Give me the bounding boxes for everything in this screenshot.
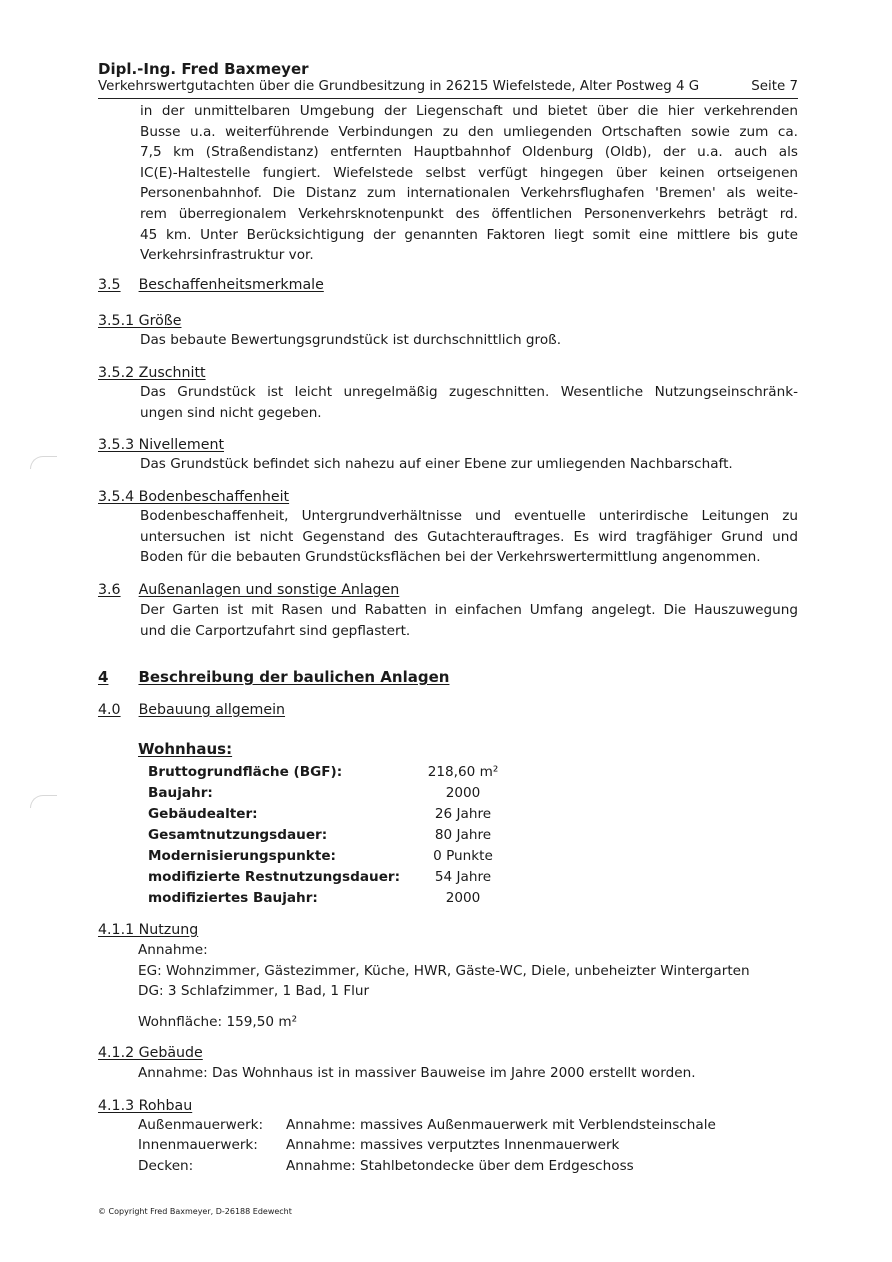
table-row-label: Außenmauerwerk: (138, 1117, 264, 1133)
paragraph-4-1-2 (138, 1063, 696, 1084)
text-line: ungen sind nicht gegeben. (140, 404, 322, 421)
text-line: Der Garten ist mit Rasen und Rabatten in einfachen Umfang angelegt. Die Hauszuwegung (140, 602, 798, 618)
text-line: Das bebaute Bewertungsgrundstück ist durchschnittlich groß. (140, 332, 562, 348)
section-heading-4-1-2: 4.1.2 Gebäude (98, 1045, 203, 1061)
text-line: rem überregionalem Verkehrsknotenpunkt des öffentlichen Personenverkehrs beträgt rd. (140, 205, 798, 222)
section-heading-3-5-3: 3.5.3 Nivellement (98, 437, 225, 453)
table-row-value: Annahme: massives Außenmauerwerk mit Verblendsteinschale (286, 1117, 716, 1133)
text-line: 45 km. Unter Berücksichtigung der genannten Faktoren liegt somit eine mittlere bis gute (140, 226, 798, 243)
table-row-value: Annahme: massives verputztes Innenmauerwerk (286, 1137, 620, 1153)
text-line: 7,5 km (Straßendistanz) entfernten Hauptbahnhof Oldenburg (Oldb), der u.a. auch als (140, 144, 798, 161)
section-heading-3-5-1: 3.5.1 Größe (98, 313, 182, 329)
table-row-label: Gesamtnutzungsdauer: (148, 827, 328, 843)
text-line: in der unmittelbaren Umgebung der Liegenschaft und bietet über die hier verkehrenden (140, 103, 798, 119)
chapter-heading-4: 4 Beschreibung der baulichen Anlagen (98, 668, 450, 686)
table-row-label: Gebäudealter: (148, 806, 258, 822)
footer-copyright: © Copyright Fred Baxmeyer, D-26188 Edewecht (98, 1207, 292, 1216)
paragraph-3-5-3 (140, 454, 733, 475)
section-heading-4-1-3: 4.1.3 Rohbau (98, 1098, 193, 1114)
paragraph-3-5-2 (140, 382, 798, 423)
table-row-value: 80 Jahre (434, 827, 492, 843)
table-row-value: 0 Punkte (433, 848, 493, 864)
section-heading-3-5-2: 3.5.2 Zuschnitt (98, 365, 206, 381)
table-row-value: 218,60 m² (427, 764, 499, 780)
punch-hole-mark (30, 795, 57, 808)
paragraph-3-5-1 (140, 330, 561, 351)
document-header (98, 79, 798, 99)
text-line: Bodenbeschaffenheit, Untergrundverhältnisse und eventuelle unterirdische Leitungen zu (140, 508, 798, 524)
punch-hole-mark (30, 456, 57, 469)
table-row-label: Baujahr: (148, 785, 213, 801)
text-line: untersuchen ist nicht Gegenstand des Gutachterauftrages. Es wird tragfähiger Grund und (140, 528, 798, 545)
table-row-value: 54 Jahre (434, 869, 492, 885)
table-row-label: Bruttogrundfläche (BGF): (148, 764, 343, 780)
document-title: Verkehrswertgutachten über die Grundbesitzung in 26215 Wiefelstede, Alter Postweg 4 G (98, 79, 700, 94)
section-heading-4-1-1: 4.1.1 Nutzung (98, 922, 199, 938)
text-line: Wohnfläche: 159,50 m² (138, 1014, 298, 1030)
text-line: IC(E)-Haltestelle fungiert. Wiefelstede selbst verfügt hingegen über keinen ortseigenen (140, 164, 798, 181)
table-row-label: Innenmauerwerk: (138, 1137, 258, 1153)
section-heading-4-0: 4.0 Bebauung allgemein (98, 702, 286, 718)
section-heading-3-5: 3.5 Beschaffenheitsmerkmale (98, 277, 324, 293)
table-row-value: 26 Jahre (434, 806, 492, 822)
table-row-label: modifiziertes Baujahr: (148, 890, 318, 906)
table-row-label: modifizierte Restnutzungsdauer: (148, 869, 401, 885)
author-name: Dipl.-Ing. Fred Baxmeyer (98, 60, 309, 78)
text-line: Das Grundstück ist leicht unregelmäßig zugeschnitten. Wesentliche Nutzungseinschränk- (140, 384, 798, 400)
paragraph-3-6 (140, 600, 798, 641)
text-line: Verkehrsinfrastruktur vor. (140, 247, 314, 264)
table-row-value: 2000 (445, 785, 481, 801)
table-row-value: 2000 (445, 890, 481, 906)
text-line: und die Carportzufahrt sind gepflastert. (140, 622, 411, 639)
text-line: EG: Wohnzimmer, Gästezimmer, Küche, HWR, Gäste-WC, Diele, unbeheizter Wintergarten (138, 962, 750, 979)
wohnhaus-title: Wohnhaus: (138, 740, 233, 758)
text-line: DG: 3 Schlafzimmer, 1 Bad, 1 Flur (138, 983, 370, 1000)
table-row-label: Modernisierungspunkte: (148, 848, 336, 864)
page-number: Seite 7 (751, 79, 798, 94)
text-line: Das Grundstück befindet sich nahezu auf einer Ebene zur umliegenden Nachbarschaft. (140, 456, 733, 472)
text-line: Annahme: (138, 942, 208, 958)
text-line: Busse u.a. weiterführende Verbindungen zu den umliegenden Ortschaften sowie zum ca. (140, 123, 798, 140)
paragraph-4-1-1 (138, 940, 750, 1002)
section-heading-3-5-4: 3.5.4 Bodenbeschaffenheit (98, 489, 290, 505)
intro-paragraph (140, 101, 798, 266)
paragraph-3-5-4 (140, 506, 798, 568)
section-heading-3-6: 3.6 Außenanlagen und sonstige Anlagen (98, 582, 400, 598)
table-row-label: Decken: (138, 1158, 194, 1174)
text-line: Personenbahnhof. Die Distanz zum internationalen Verkehrsflughafen 'Bremen' als weite- (140, 185, 798, 202)
table-row-value: Annahme: Stahlbetondecke über dem Erdgeschoss (286, 1158, 634, 1174)
text-line: Annahme: Das Wohnhaus ist in massiver Bauweise im Jahre 2000 erstellt worden. (138, 1065, 696, 1081)
wohnflaeche-value (138, 1012, 297, 1033)
text-line: Boden für die bebauten Grundstücksflächen bei der Verkehrswertermittlung angenommen. (140, 549, 761, 566)
